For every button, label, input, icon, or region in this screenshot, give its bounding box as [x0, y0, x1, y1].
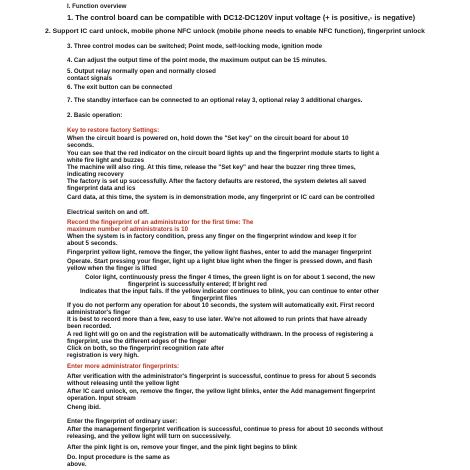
ordinary-user-text-line: After the management fingerprint verification is successful, continue to press for about 10 seconds without [67, 426, 383, 433]
reset-text-line: When the circuit board is powered on, hold down the "Set key" on the circuit board for about 10 [67, 135, 349, 142]
feature-item-1: 1. The control board can be compatible with DC12-DC120V input voltage (+ is positive,- is negative) [67, 13, 416, 22]
feature-item-5-line-1: 5. Output relay normally open and normally closed [67, 68, 216, 75]
admin-text-line: registration is very high. [67, 352, 139, 359]
feature-item-3: 3. Three control modes can be switched; Point mode, self-locking mode, ignition mode [67, 43, 323, 50]
feature-item-7: 7. The standby interface can be connected to an optional relay 3, optional relay 3 additional charges. [67, 97, 363, 104]
reset-text-line: The factory is set up successfully. After the factory defaults are restored, the system deletes all saved [67, 178, 367, 185]
reset-text-line: You can see that the red indicator on the circuit board lights up and the fingerprint module starts to light a [67, 150, 380, 157]
feature-item-6: 6. The exit button can be connected [67, 84, 173, 91]
more-admin-text-line: Cheng ibid. [67, 404, 101, 411]
admin-text-line: Click on both, so the fingerprint recognition rate after [67, 345, 225, 352]
reset-text-line: fingerprint data and ics [67, 185, 136, 192]
admin-text-line: Operate. Start pressing your finger, light up a light blue light when the finger is pressed down, and flash [67, 258, 373, 265]
ordinary-user-text-line: After the pink light is on, remove your finger, and the pink light begins to blink [67, 444, 297, 451]
more-admin-text-line: After IC card unlock, on, remove the finger, the yellow light blinks, enter the Add management fingerprint [67, 388, 376, 395]
admin-text-line: It is best to record more than a few, easy to use later. We're not allowed to run prints that have already [67, 316, 367, 323]
feature-item-2: 2. Support IC card unlock, mobile phone NFC unlock (mobile phone needs to enable NFC function), fingerprint unlock [45, 28, 425, 35]
more-admin-text-line: without releasing until the yellow light [67, 380, 180, 387]
admin-text-line: When the system is in factory condition, press any finger on the fingerprint window and keep it for [67, 233, 357, 240]
ordinary-user-text-line: Do. Input procedure is the same as [67, 454, 170, 461]
section-heading-function-overview: I. Function overview [67, 3, 127, 10]
admin-text-line: yellow when the finger is lifted [67, 265, 157, 272]
subsection-title-first-admin: Record the fingerprint of an administrator for the first time: The [67, 219, 254, 226]
subsection-title-first-admin-line-2: maximum number of administrators is 10 [67, 226, 189, 233]
section-heading-basic-operation: 2. Basic operation: [67, 112, 123, 119]
admin-text-line: been recorded. [67, 323, 112, 330]
ordinary-user-text-line: above. [67, 461, 87, 468]
admin-text-line: administrator's finger [67, 309, 131, 316]
ordinary-user-text-line: releasing, and the yellow light will turn on successively. [67, 433, 231, 440]
admin-text-line: If you do not perform any operation for about 10 seconds, the system will automatically exit. First record [67, 302, 375, 309]
admin-text-line: fingerprint is successfully entered; If bright red [128, 281, 267, 288]
reset-text-line: Card data, at this time, the system is in demonstration mode, any fingerprint or IC card can be controlled [67, 194, 375, 201]
reset-text-line: white fire light and buzzes [67, 157, 145, 164]
reset-text-line: seconds. [67, 142, 94, 149]
more-admin-text-line: operation. Input stream [67, 395, 136, 402]
admin-text-line: Fingerprint yellow light, remove the finger, the yellow light flashes, enter to add the manager fingerprint [67, 249, 372, 256]
feature-item-5-line-2: contact signals [67, 75, 113, 82]
admin-text-line: fingerprint files [192, 295, 238, 302]
admin-text-line: A red light will go on and the registration will be automatically withdrawn. In the process of registering a [67, 331, 374, 338]
admin-text-line: about 5 seconds. [67, 240, 118, 247]
feature-item-4: 4. Can adjust the output time of the point mode, the maximum output can be 15 minutes. [67, 57, 327, 64]
subsection-title-ordinary-user: Enter the fingerprint of ordinary user: [67, 418, 178, 425]
reset-text-line: Electrical switch on and off. [67, 209, 149, 216]
reset-text-line: indicating recovery [67, 171, 124, 178]
subsection-title-more-admins: Enter more administrator fingerprints: [67, 363, 180, 370]
admin-text-line: fingerprint, use the different edges of the finger [67, 338, 207, 345]
subsection-title-factory-reset: Key to restore factory Settings: [67, 127, 160, 134]
admin-text-line: Indicates that the input fails. If the yellow indicator continues to blink, you can continue to enter other [80, 288, 380, 295]
more-admin-text-line: After verification with the administrator's fingerprint is successful, continue to press for about 5 seconds [67, 373, 377, 380]
admin-text-line: Color light, continuously press the finger 4 times, the green light is on for about 1 second, the new [85, 274, 375, 281]
reset-text-line: The machine will also ring. At this time, release the "Set key" and hear the buzzer ring three times, [67, 164, 356, 171]
